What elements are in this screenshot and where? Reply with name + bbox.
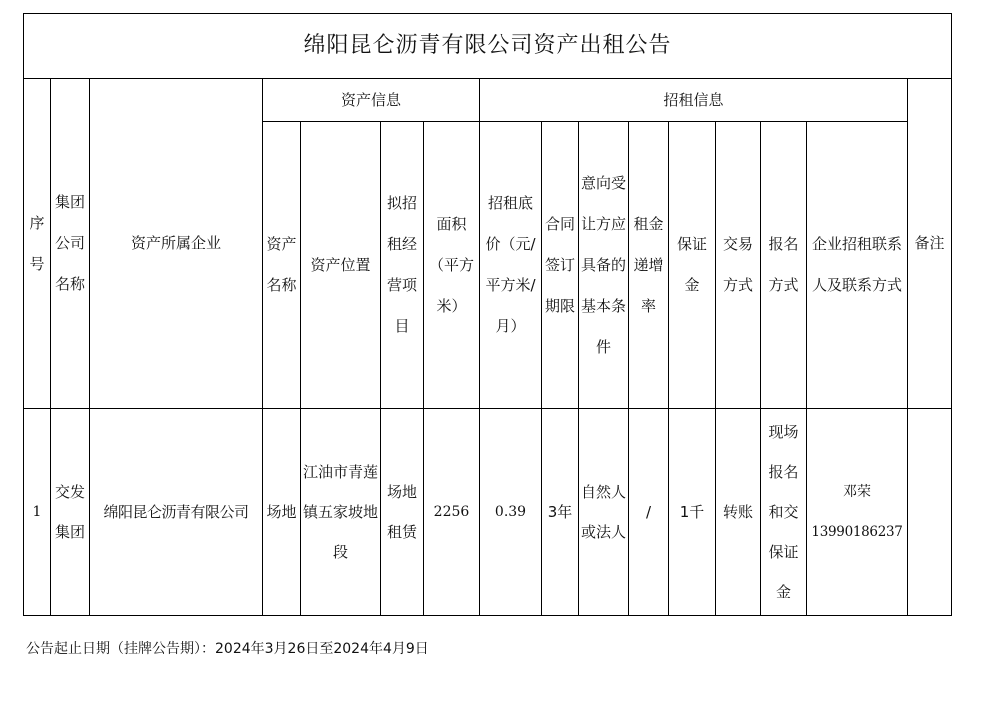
- announcement-period: 公告起止日期（挂牌公告期）：2024年3月26日至2024年4月9日: [26, 641, 429, 657]
- header-contract-term: 合同签订期限: [542, 122, 579, 409]
- asset-lease-notice-table: [23, 13, 952, 616]
- header-contact: 企业招租联系人及联系方式: [807, 122, 908, 409]
- header-registration-method: 报名方式: [761, 122, 807, 409]
- cell-contract-term: 3年: [542, 409, 579, 616]
- page-title: 绵阳昆仑沥青有限公司资产出租公告: [24, 14, 952, 79]
- header-business-item: 拟招租经营项目: [381, 122, 424, 409]
- cell-group-company: 交发集团: [51, 409, 90, 616]
- contact-name: 邓荣: [843, 484, 871, 500]
- header-asset-location: 资产位置: [301, 122, 381, 409]
- header-group-company: 集团公司名称: [51, 79, 90, 409]
- header-remarks: 备注: [908, 79, 952, 409]
- header-transaction-method: 交易方式: [716, 122, 761, 409]
- cell-area: 2256: [424, 409, 480, 616]
- cell-seq: 1: [24, 409, 51, 616]
- cell-rent-increase: /: [629, 409, 669, 616]
- header-rent-increase: 租金递增率: [629, 122, 669, 409]
- cell-transferee-conditions: 自然人或法人: [579, 409, 629, 616]
- header-floor-price: 招租底价（元/平方米/月）: [480, 122, 542, 409]
- header-group-asset-info: 资产信息: [263, 79, 480, 122]
- cell-transaction-method: 转账: [716, 409, 761, 616]
- header-seq: 序号: [24, 79, 51, 409]
- header-asset-owner: 资产所属企业: [90, 79, 263, 409]
- cell-asset-location: 江油市青莲镇五家坡地段: [301, 409, 381, 616]
- table-row: [24, 409, 952, 616]
- cell-registration-method: 现场报名和交保证金: [761, 409, 807, 616]
- cell-contact: [807, 409, 908, 616]
- cell-business-item: 场地租赁: [381, 409, 424, 616]
- cell-floor-price: 0.39: [480, 409, 542, 616]
- header-asset-name: 资产名称: [263, 122, 301, 409]
- header-area: 面积（平方米）: [424, 122, 480, 409]
- header-deposit: 保证金: [669, 122, 716, 409]
- header-transferee-conditions: 意向受让方应具备的基本条件: [579, 122, 629, 409]
- contact-phone: 13990186237: [811, 524, 903, 540]
- cell-asset-name: 场地: [263, 409, 301, 616]
- cell-remarks: [908, 409, 952, 616]
- cell-asset-owner: 绵阳昆仑沥青有限公司: [90, 409, 263, 616]
- cell-deposit: 1千: [669, 409, 716, 616]
- header-group-lease-info: 招租信息: [480, 79, 908, 122]
